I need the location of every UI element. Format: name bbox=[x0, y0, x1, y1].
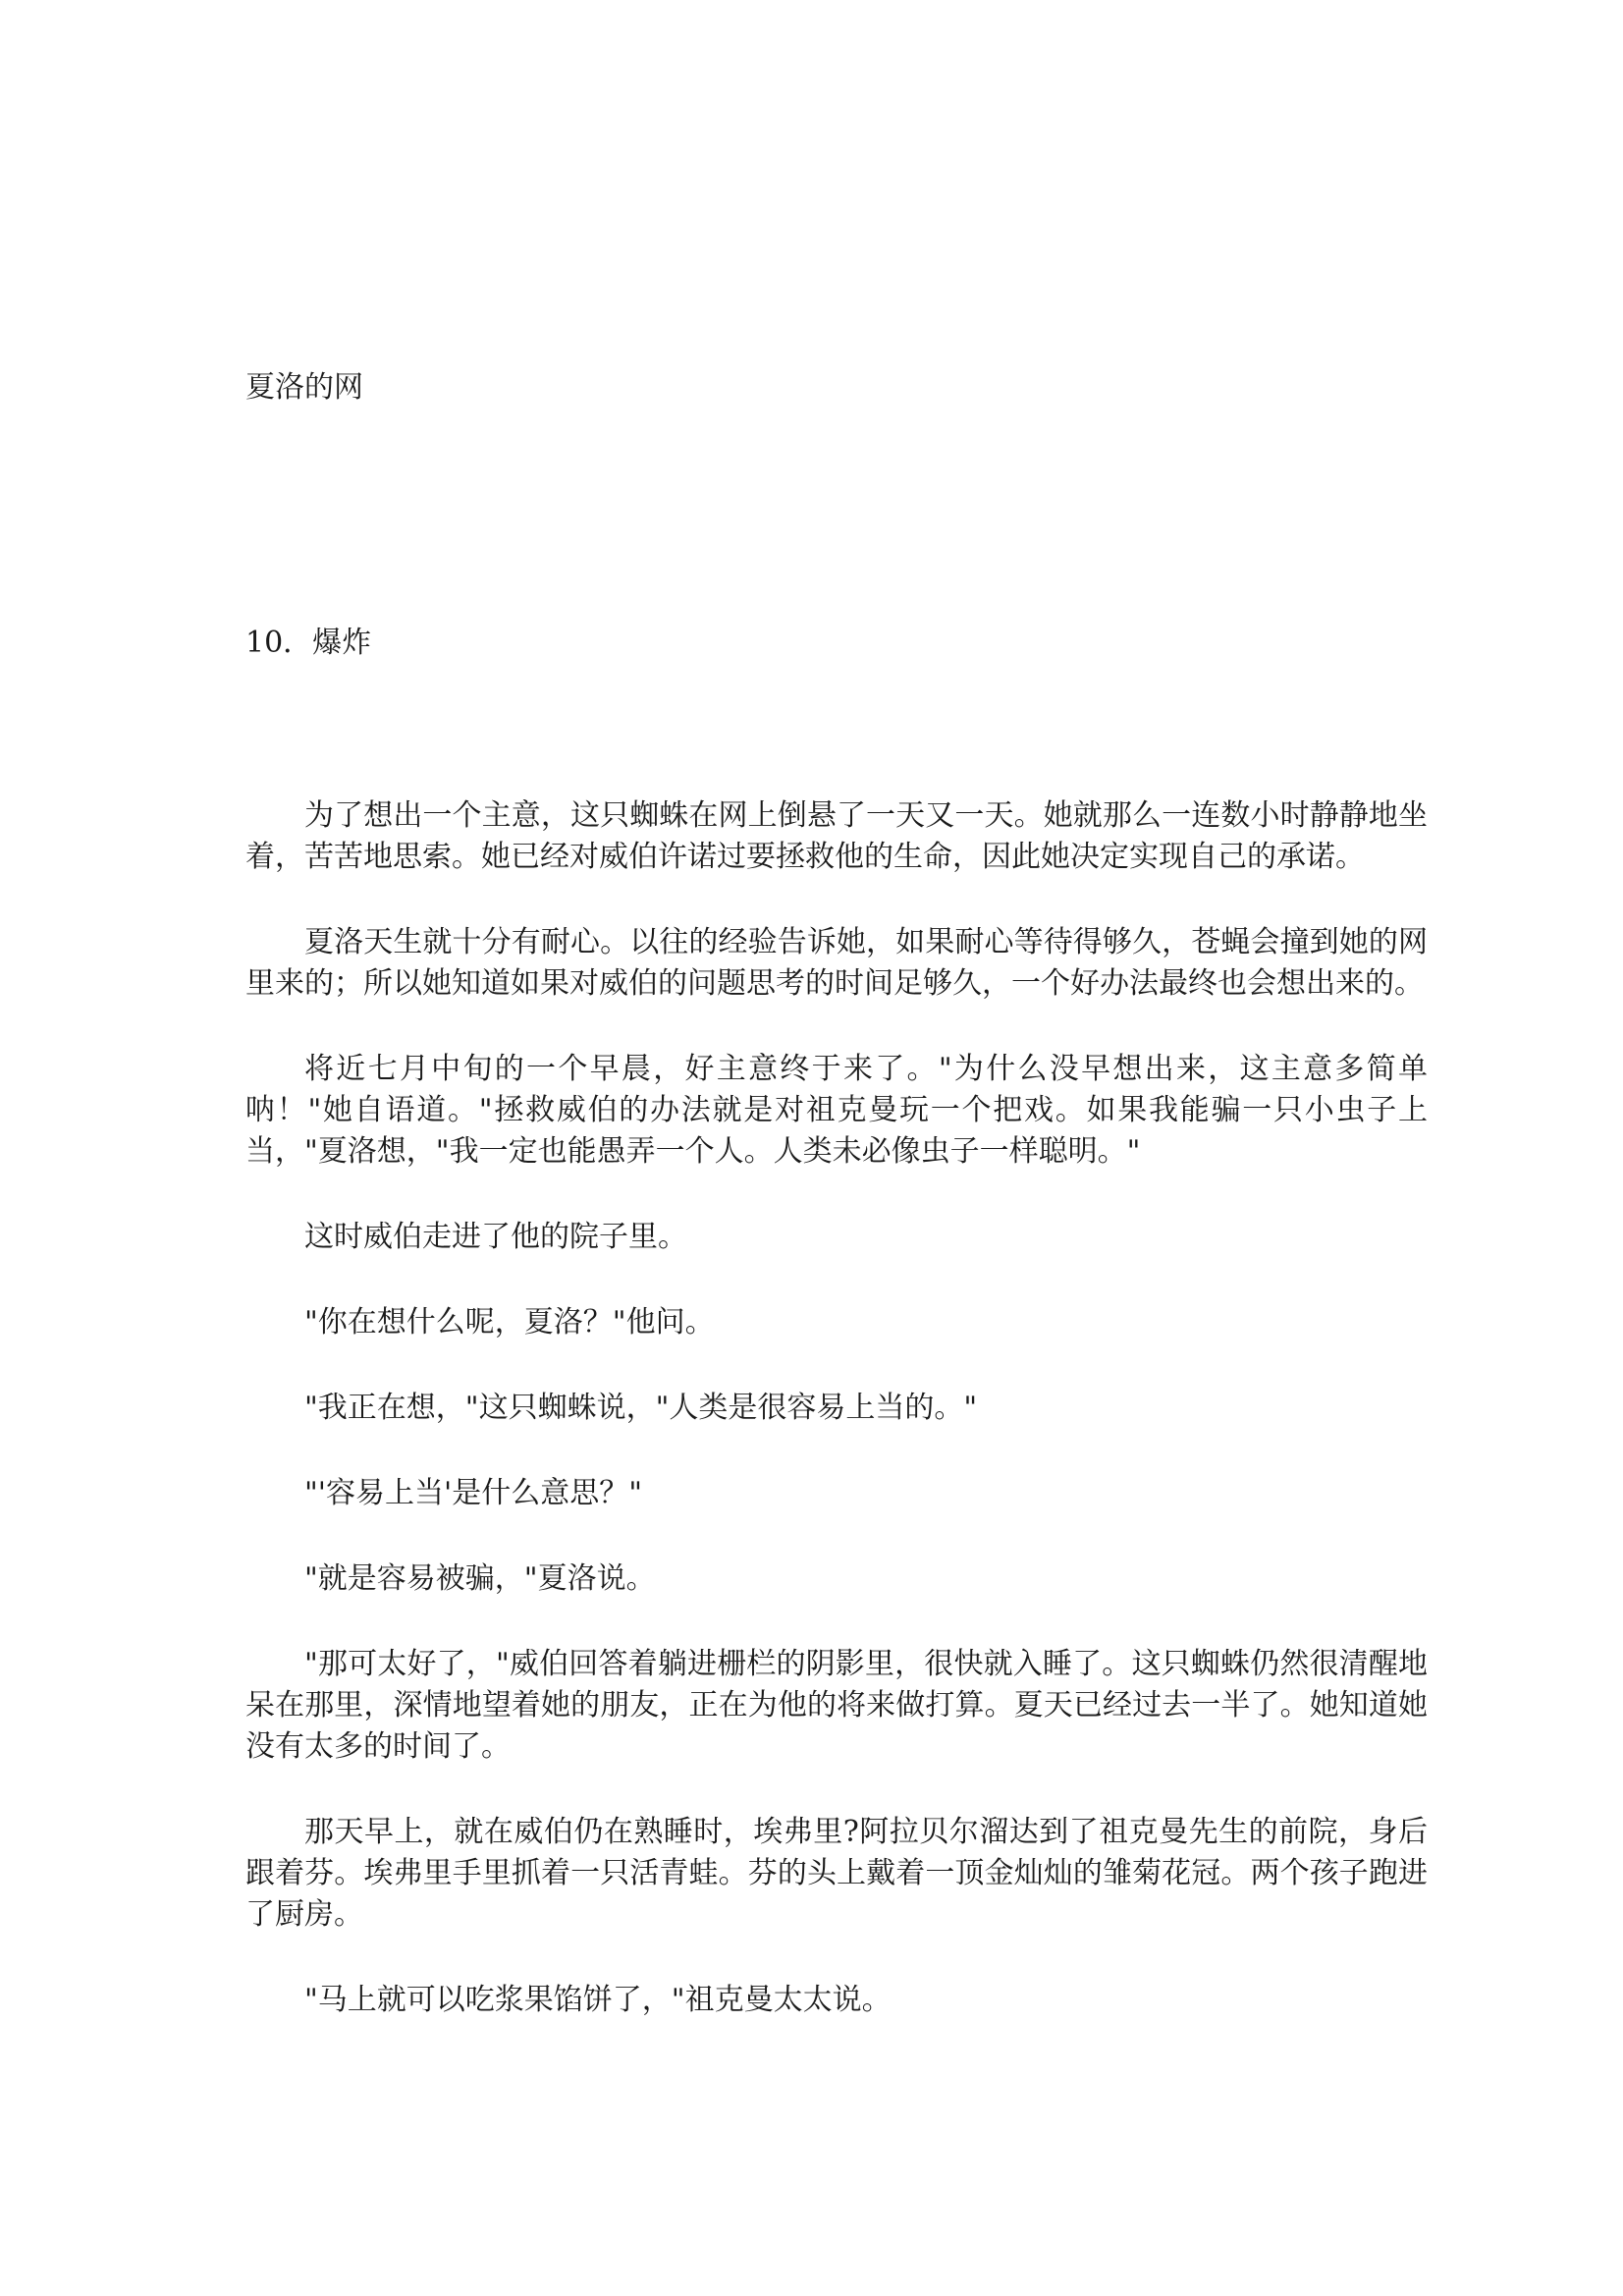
paragraph: 为了想出一个主意，这只蜘蛛在网上倒悬了一天又一天。她就那么一连数小时静静地坐着，苦苦地思索。她已经对威伯许诺过要拯救他的生命，因此她决定实现自己的承诺。 bbox=[245, 798, 1428, 874]
text-column bbox=[245, 367, 1428, 2021]
paragraph: "就是容易被骗，"夏洛说。 bbox=[304, 1561, 656, 1596]
paragraph: 这时威伯走进了他的院子里。 bbox=[304, 1220, 687, 1254]
paragraph: 夏洛天生就十分有耐心。以往的经验告诉她，如果耐心等待得够久，苍蝇会撞到她的网里来的；所以她知道如果对威伯的问题思考的时间足够久，一个好办法最终也会想出来的。 bbox=[245, 925, 1428, 1001]
paragraph: 那天早上，就在威伯仍在熟睡时，埃弗里?阿拉贝尔溜达到了祖克曼先生的前院，身后跟着芬。埃弗里手里抓着一只活青蛙。芬的头上戴着一顶金灿灿的雏菊花冠。两个孩子跑进了厨房。 bbox=[245, 1815, 1428, 1932]
paragraph: "马上就可以吃浆果馅饼了，"祖克曼太太说。 bbox=[304, 1983, 892, 2017]
book-title: 夏洛的网 bbox=[245, 370, 363, 405]
paragraph: "'容易上当'是什么意思？" bbox=[304, 1476, 643, 1510]
chapter-body bbox=[245, 795, 1428, 2021]
paragraph: "你在想什么呢，夏洛？"他问。 bbox=[304, 1305, 715, 1339]
paragraph: 将近七月中旬的一个早晨，好主意终于来了。"为什么没早想出来，这主意多简单呐！"她自语道。"拯救威伯的办法就是对祖克曼玩一个把戏。如果我能骗一只小虫子上当，"夏洛想，"我一定也能愚弄一个人。人类未必像虫子一样聪明。" bbox=[245, 1052, 1428, 1169]
paragraph: "那可太好了，"威伯回答着躺进栅栏的阴影里，很快就入睡了。这只蜘蛛仍然很清醒地呆在那里，深情地望着她的朋友，正在为他的将来做打算。夏天已经过去一半了。她知道她没有太多的时间了。 bbox=[245, 1647, 1428, 1764]
chapter-heading: 10．爆炸 bbox=[245, 626, 372, 660]
paragraph: "我正在想，"这只蜘蛛说，"人类是很容易上当的。" bbox=[304, 1391, 978, 1425]
